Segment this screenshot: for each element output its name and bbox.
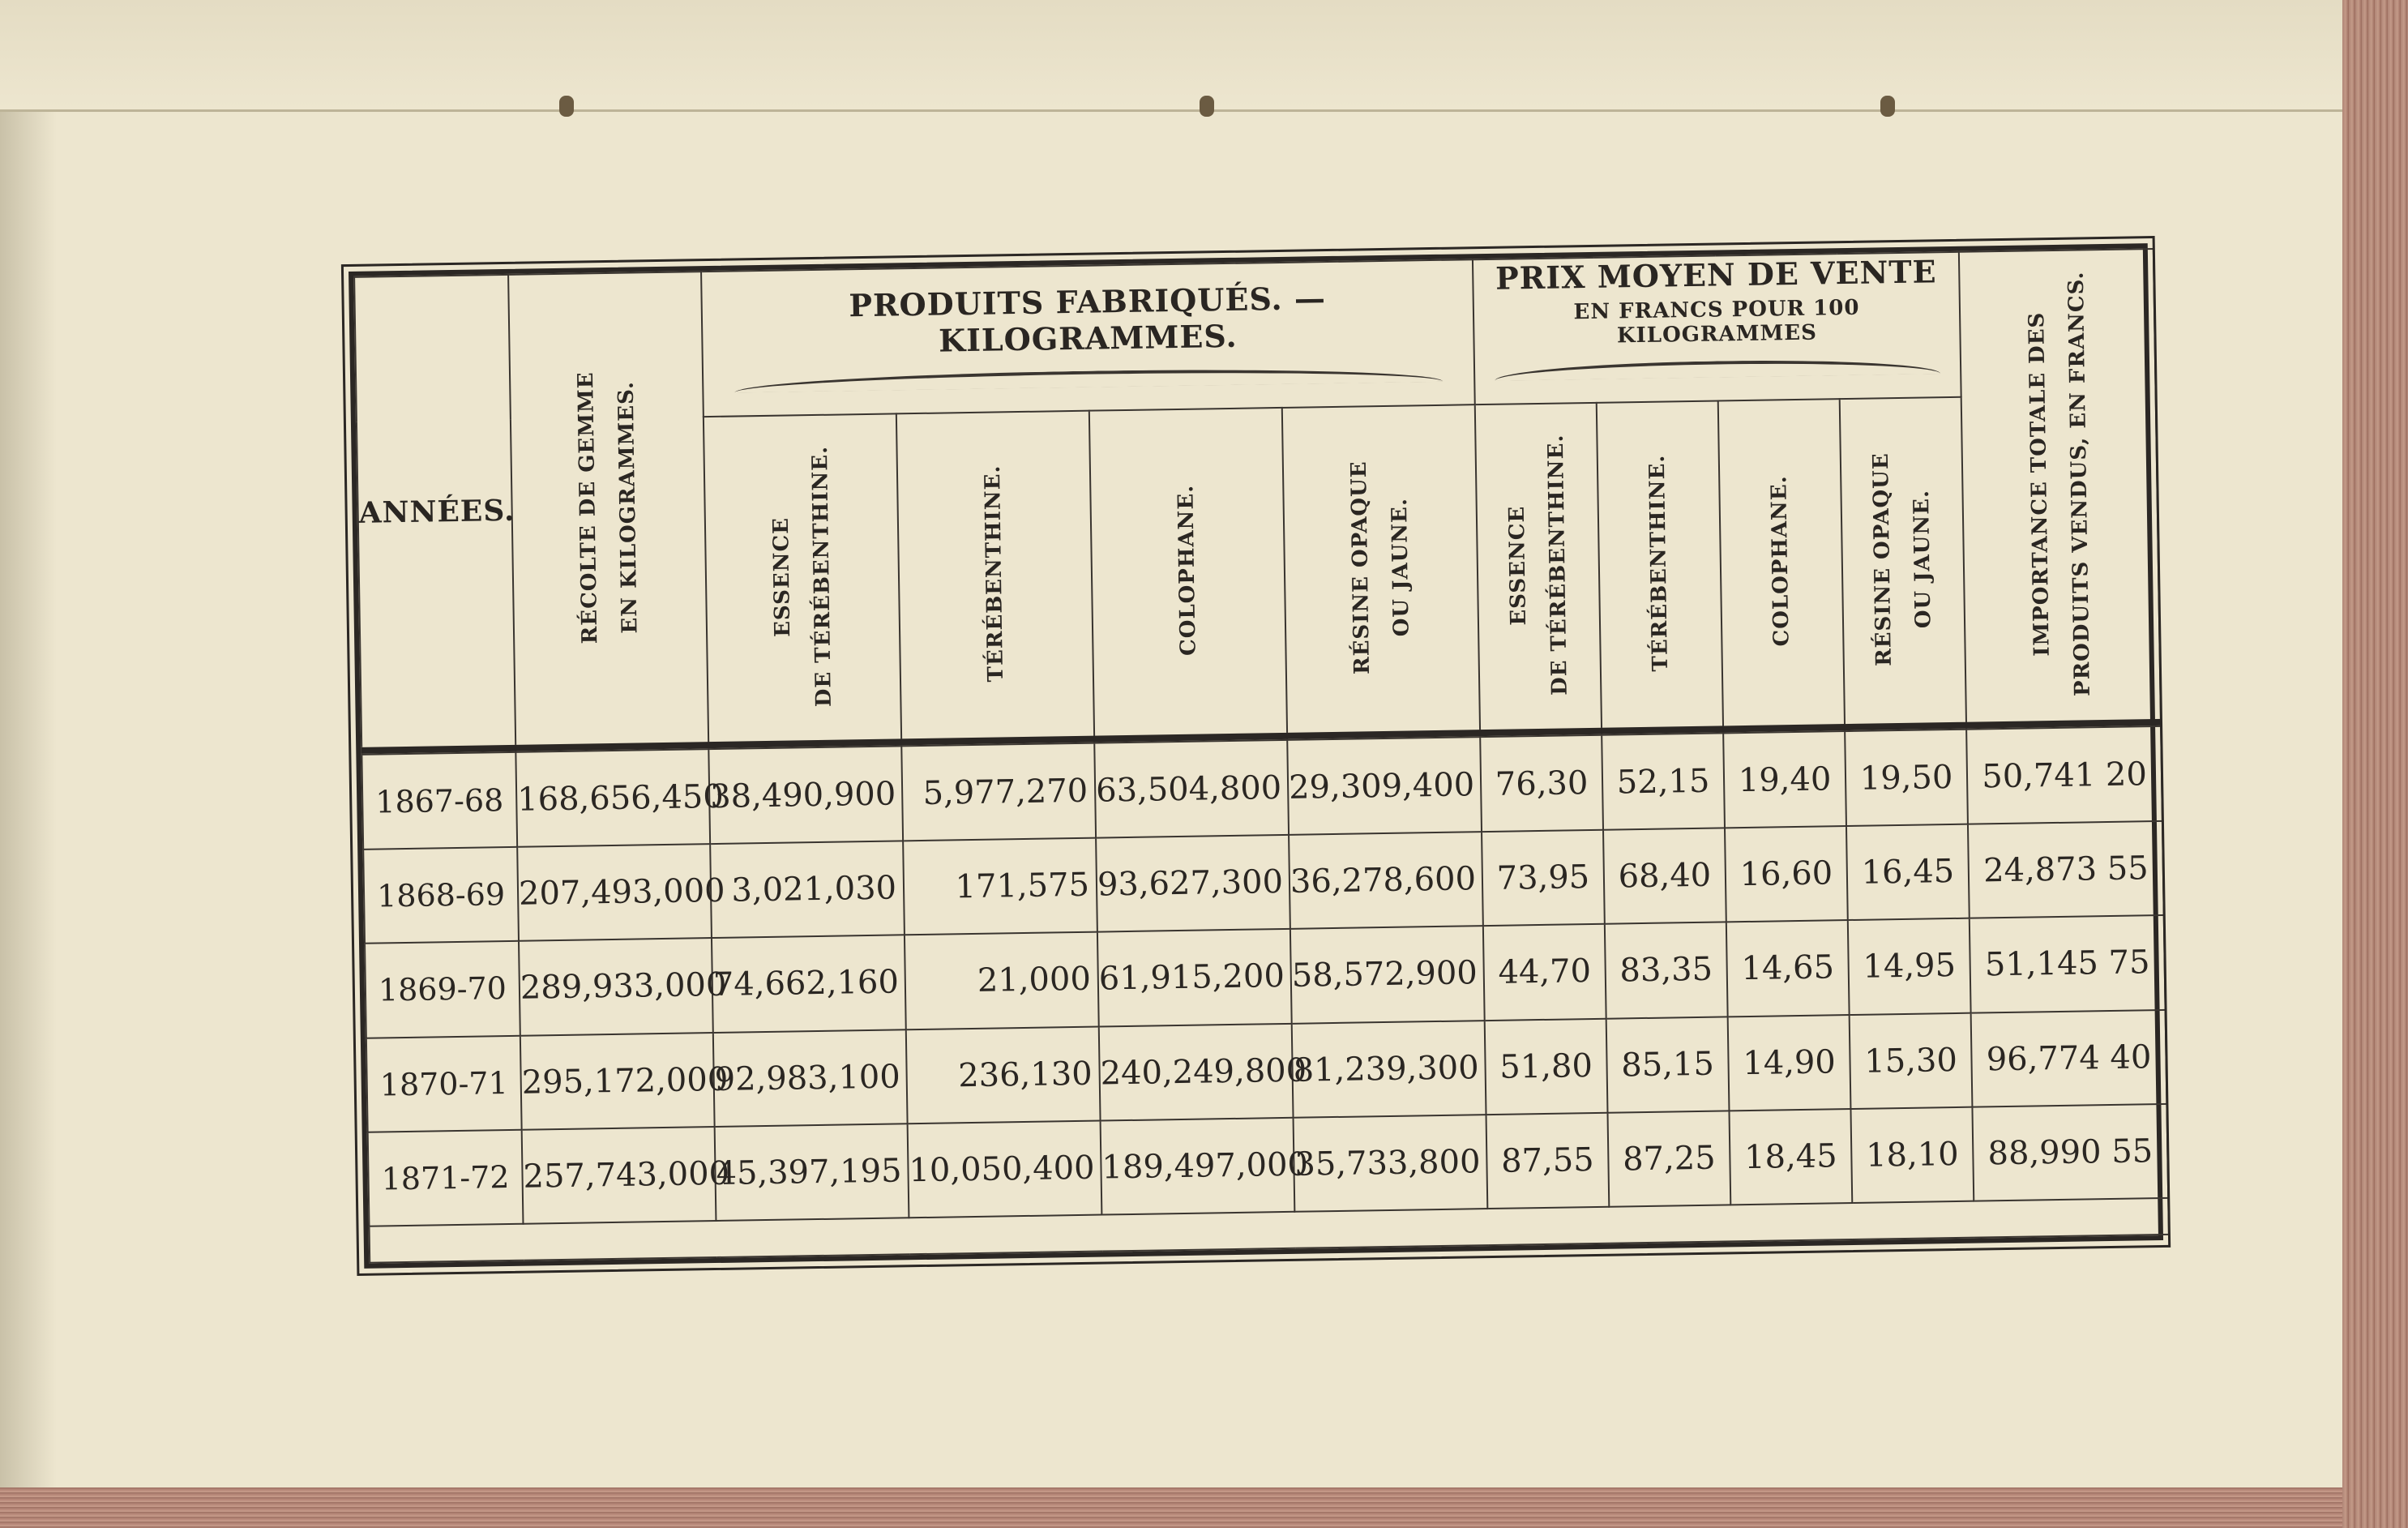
cell-prix-resine: 16,45	[1846, 824, 1970, 920]
brace-divider	[734, 366, 1443, 393]
cell-prix-colophane: 19,40	[1723, 731, 1846, 828]
cell-resine: 29,309,400	[1287, 737, 1482, 834]
header-recolte: RÉCOLTE DE GEMME EN KILOGRAMMES.	[508, 272, 708, 748]
cell-annee: 1870-71	[366, 1035, 522, 1132]
header-annees: ANNÉES.	[354, 275, 515, 751]
cell-colophane: 240,249,800	[1099, 1023, 1294, 1120]
cell-annee: 1871-72	[368, 1130, 524, 1226]
cell-resine: 58,572,900	[1290, 926, 1485, 1023]
cell-colophane: 93,627,300	[1096, 835, 1290, 932]
cell-terebenthine: 21,000	[905, 932, 1099, 1029]
header-prix-group: PRIX MOYEN DE VENTE EN FRANCS POUR 100 KILOGRAMMES	[1473, 252, 1961, 404]
cell-resine: 81,239,300	[1292, 1021, 1486, 1118]
cell-essence: 38,490,900	[708, 747, 903, 844]
cell-prix-colophane: 18,45	[1729, 1109, 1852, 1205]
cell-terebenthine: 171,575	[903, 837, 1097, 935]
cell-essence: 3,021,030	[710, 841, 905, 938]
cell-prix-essence: 51,80	[1485, 1018, 1608, 1115]
cell-annee: 1868-69	[363, 847, 519, 944]
cell-essence: 92,983,100	[713, 1029, 908, 1127]
cell-prix-colophane: 14,65	[1726, 920, 1850, 1017]
cell-terebenthine: 5,977,270	[901, 743, 1096, 841]
binding-stitch	[559, 96, 574, 117]
cell-essence: 74,662,160	[712, 935, 906, 1032]
cell-essence: 45,397,195	[715, 1124, 909, 1221]
cell-prix-terebenthine: 87,25	[1607, 1111, 1730, 1207]
cell-prix-essence: 44,70	[1483, 924, 1606, 1021]
header-prix-terebenthine: TÉRÉBENTHINE.	[1597, 400, 1723, 730]
cell-terebenthine: 236,130	[906, 1026, 1101, 1124]
cell-prix-resine: 14,95	[1848, 918, 1971, 1015]
cell-recolte: 289,933,000	[519, 938, 713, 1035]
brace-divider	[1495, 357, 1940, 381]
cell-prix-terebenthine: 85,15	[1606, 1017, 1730, 1113]
cell-resine: 35,733,800	[1294, 1115, 1488, 1212]
cell-prix-essence: 73,95	[1482, 829, 1605, 926]
header-produits-group: PRODUITS FABRIQUÉS. — KILOGRAMMES.	[701, 259, 1475, 417]
cell-colophane: 189,497,000	[1101, 1118, 1295, 1215]
cell-prix-essence: 87,55	[1486, 1113, 1610, 1209]
cell-importance: 24,873 55	[1968, 821, 2164, 918]
page-gutter-shadow	[0, 0, 57, 1500]
cell-importance: 88,990 55	[1972, 1104, 2168, 1201]
cell-recolte: 168,656,450	[515, 749, 710, 846]
binding-stitch	[1200, 96, 1214, 117]
cell-importance: 51,145 75	[1970, 915, 2166, 1012]
cell-recolte: 207,493,000	[517, 844, 712, 941]
cell-prix-terebenthine: 52,15	[1602, 734, 1725, 830]
cell-recolte: 295,172,000	[520, 1033, 715, 1130]
header-colophane: COLOPHANE.	[1089, 408, 1287, 739]
header-resine: RÉSINE OPAQUE OU JAUNE.	[1282, 404, 1480, 736]
cell-recolte: 257,743,000	[522, 1127, 716, 1224]
cell-importance: 50,741 20	[1966, 726, 2162, 824]
cell-importance: 96,774 40	[1971, 1009, 2167, 1106]
cell-prix-colophane: 16,60	[1725, 826, 1848, 922]
previous-page-fold	[0, 0, 2375, 112]
page-edges-right	[2342, 0, 2408, 1528]
header-essence: ESSENCE DE TÉRÉBENTHINE.	[704, 413, 901, 745]
binding-stitch	[1880, 96, 1895, 117]
cell-annee: 1869-70	[365, 941, 520, 1038]
cell-prix-essence: 76,30	[1480, 735, 1603, 832]
cell-prix-resine: 18,10	[1850, 1107, 1974, 1204]
header-importance: IMPORTANCE TOTALE DES PRODUITS VENDUS, EN FRANCS.	[1959, 249, 2161, 725]
header-terebenthine: TÉRÉBENTHINE.	[896, 411, 1094, 743]
header-prix-colophane: COLOPHANE.	[1718, 399, 1845, 729]
cell-terebenthine: 10,050,400	[908, 1121, 1102, 1218]
cell-prix-resine: 19,50	[1845, 730, 1968, 826]
cell-annee: 1867-68	[361, 752, 517, 849]
cell-resine: 36,278,600	[1289, 832, 1483, 929]
cell-colophane: 63,504,800	[1094, 740, 1289, 837]
page-edges-bottom	[0, 1487, 2375, 1528]
cell-prix-terebenthine: 68,40	[1603, 828, 1726, 924]
header-prix-essence: ESSENCE DE TÉRÉBENTHINE.	[1475, 403, 1602, 733]
header-prix-resine: RÉSINE OPAQUE OU JAUNE.	[1840, 397, 1966, 727]
cell-prix-terebenthine: 83,35	[1605, 922, 1728, 1019]
cell-prix-resine: 15,30	[1850, 1012, 1973, 1109]
statistics-table	[349, 243, 2163, 1269]
cell-prix-colophane: 14,90	[1728, 1015, 1851, 1111]
cell-colophane: 61,915,200	[1097, 929, 1292, 1026]
